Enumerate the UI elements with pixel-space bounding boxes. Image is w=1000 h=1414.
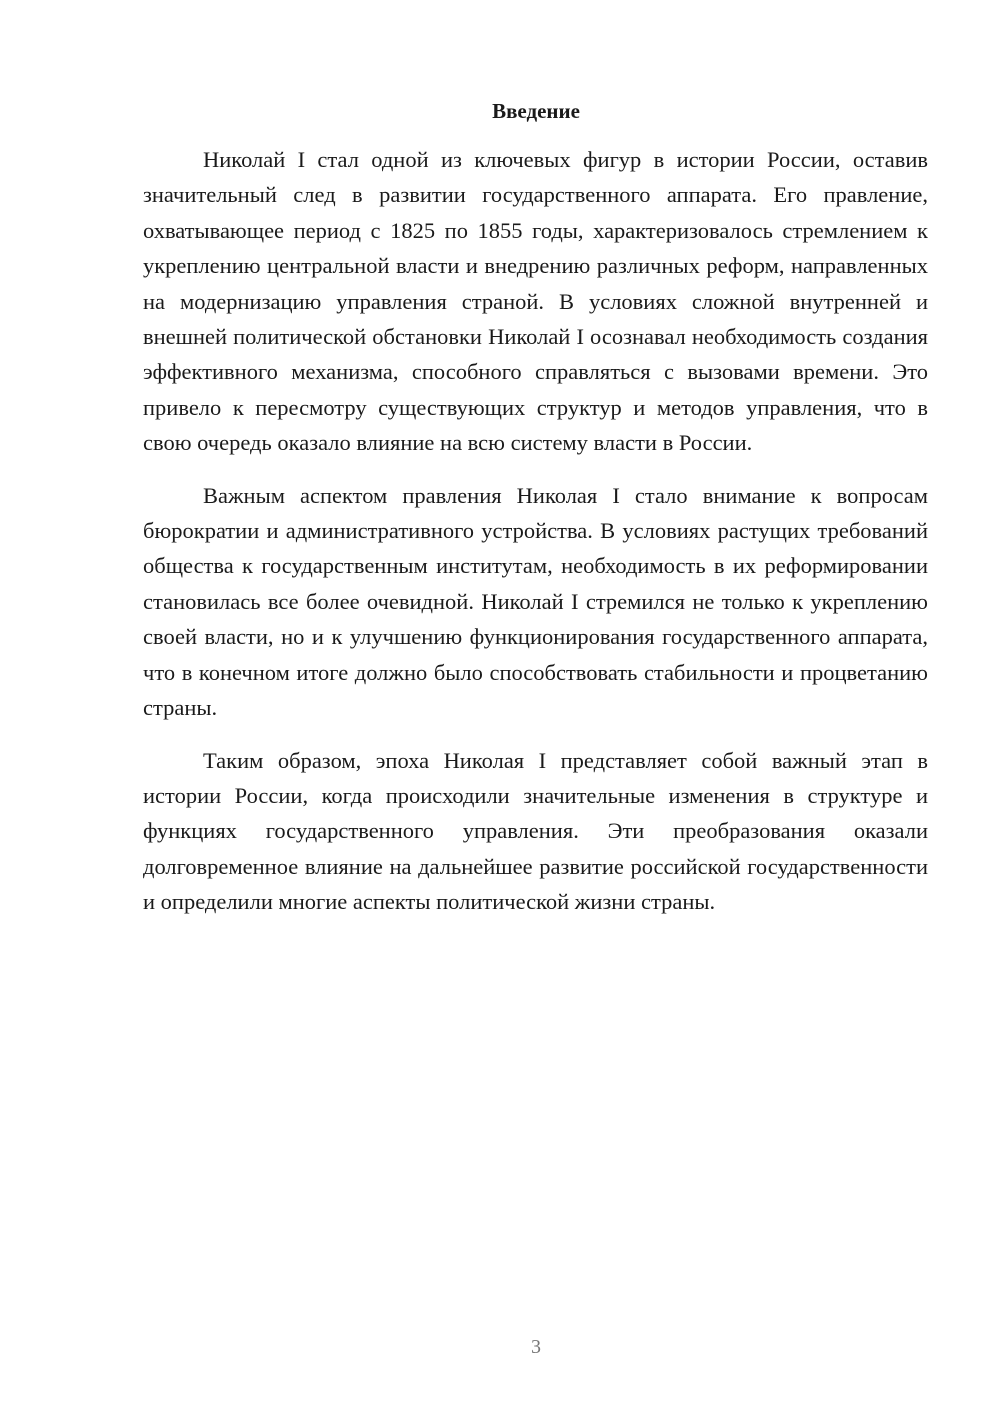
paragraph-2: Важным аспектом правления Николая I стало внимание к вопросам бюрократии и административного устройства. В условиях растущих требований общества к государственным институтам, необходимость в их реформировании становилась все более очевидной. Николай I стремился не только к укреплению своей власти, но и к улучшению функционирования государственного аппарата, что в конечном итоге должно было способствовать стабильности и процветанию страны. (143, 482, 928, 721)
paragraph-1: Николай I стал одной из ключевых фигур в истории России, оставив значительный след в развитии государственного аппарата. Его правление, охватывающее период с 1825 по 1855 годы, характеризовалось стремлением к укреплению центральной власти и внедрению различных реформ, направленных на модернизацию управления страной. В условиях сложной внутренней и внешней политической обстановки Николай I осознавал необходимость создания эффективного механизма, способного справляться с вызовами времени. Это привело к пересмотру существующих структур и методов управления, что в свою очередь оказало влияние на всю систему власти в России. (143, 147, 928, 456)
page-number: 3 (531, 1336, 541, 1358)
paragraph-3: Таким образом, эпоха Николая I представляет собой важный этап в истории России, когда происходили значительные изменения в структуре и функциях государственного управления. Эти преобразования оказали долговременное влияние на дальнейшее развитие российской государственности и определили многие аспекты политической жизни страны. (143, 747, 928, 915)
document-body (143, 142, 928, 937)
page-title: Введение (492, 99, 580, 123)
